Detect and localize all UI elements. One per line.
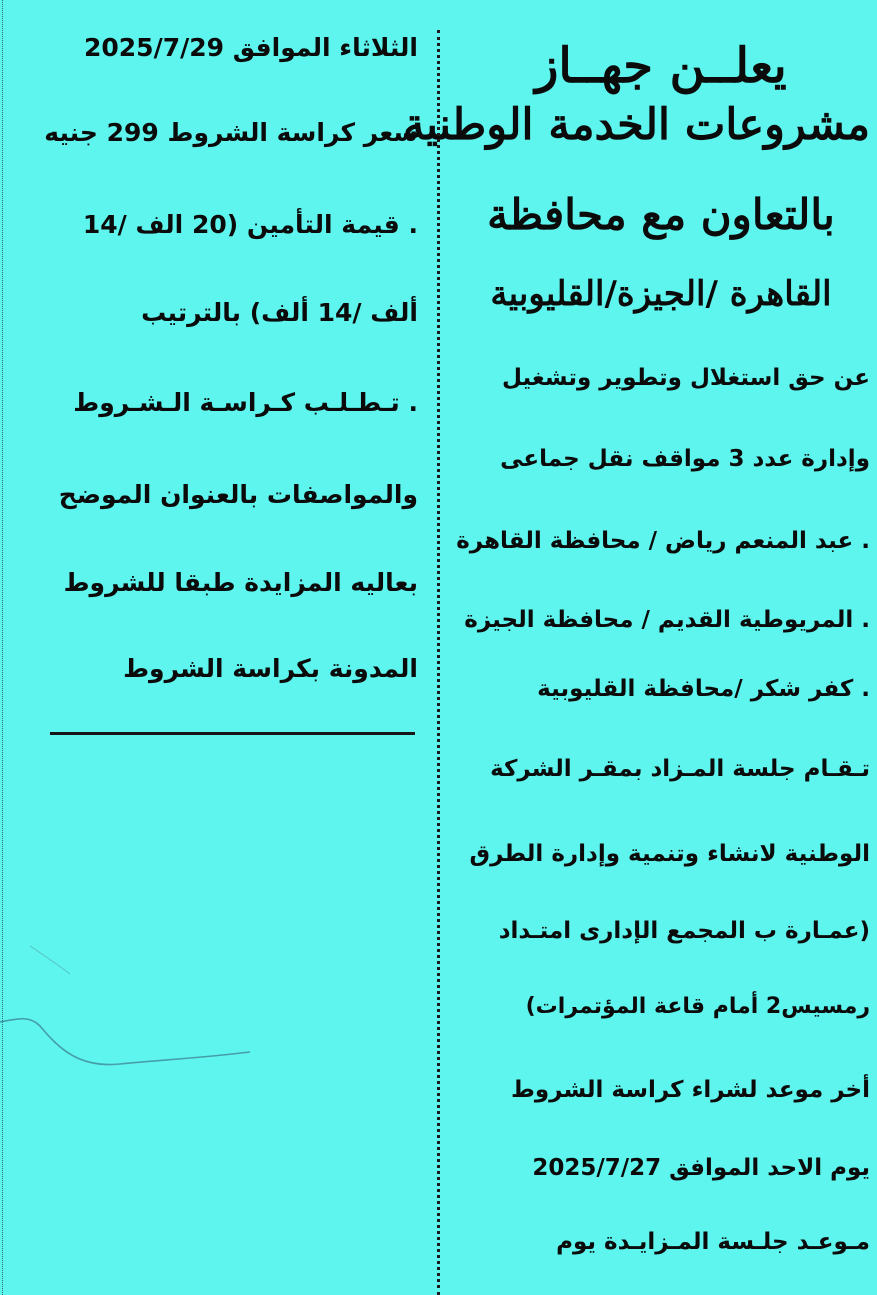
headline-line-3: بالتعاون مع محافظة — [487, 190, 835, 239]
paper-crease-mark — [0, 930, 260, 1090]
right-body-line: (عمـارة ب المجمع الإدارى امتـداد — [498, 918, 870, 944]
announcement-right-column — [402, 0, 870, 1295]
right-body-line: أخر موعد لشراء كراسة الشروط — [511, 1077, 870, 1103]
right-body-line: . عبد المنعم رياض / محافظة القاهرة — [456, 528, 870, 554]
left-body-line: . قيمة التأمين (20 الف /14 — [82, 210, 418, 239]
clipping-edge — [2, 0, 3, 1295]
left-body-line: الثلاثاء الموافق 2025/7/29 — [83, 33, 418, 62]
right-body-line: . كفر شكر /محافظة القليوبية — [537, 676, 870, 702]
left-body-line: بعاليه المزايدة طبقا للشروط — [63, 568, 418, 597]
column-divider — [437, 30, 440, 1295]
right-body-line: يوم الاحد الموافق 2025/7/27 — [532, 1155, 870, 1181]
headline-line-4: القاهرة /الجيزة/القليوبية — [490, 274, 832, 314]
right-body-line: رمسيس2 أمام قاعة المؤتمرات) — [525, 994, 870, 1019]
left-body-line: . تـطـلـب كـراسـة الـشـروط — [73, 388, 418, 417]
left-body-line: سعر كراسة الشروط 299 جنيه — [44, 118, 418, 147]
right-body-line: تـقـام جلسة المـزاد بمقـر الشركة — [490, 756, 870, 782]
right-body-line: الوطنية لانشاء وتنمية وإدارة الطرق — [469, 841, 870, 867]
left-body-line: ألف /14 ألف) بالترتيب — [141, 298, 418, 327]
left-body-line: والمواصفات بالعنوان الموضح — [58, 480, 418, 509]
right-body-line: وإدارة عدد 3 مواقف نقل جماعى — [500, 446, 870, 472]
right-body-line: مـوعـد جلـسة المـزايـدة يوم — [556, 1229, 870, 1255]
headline-line-2: مشروعات الخدمة الوطنية — [402, 100, 870, 150]
left-body-line: المدونة بكراسة الشروط — [123, 654, 418, 683]
announcement-left-column — [16, 0, 418, 760]
right-body-line: عن حق استغلال وتطوير وتشغيل — [502, 365, 870, 391]
right-body-line: . المريوطية القديم / محافظة الجيزة — [464, 607, 870, 633]
end-rule — [50, 732, 415, 735]
headline-line-1: يعلــن جهــاز — [535, 38, 787, 94]
